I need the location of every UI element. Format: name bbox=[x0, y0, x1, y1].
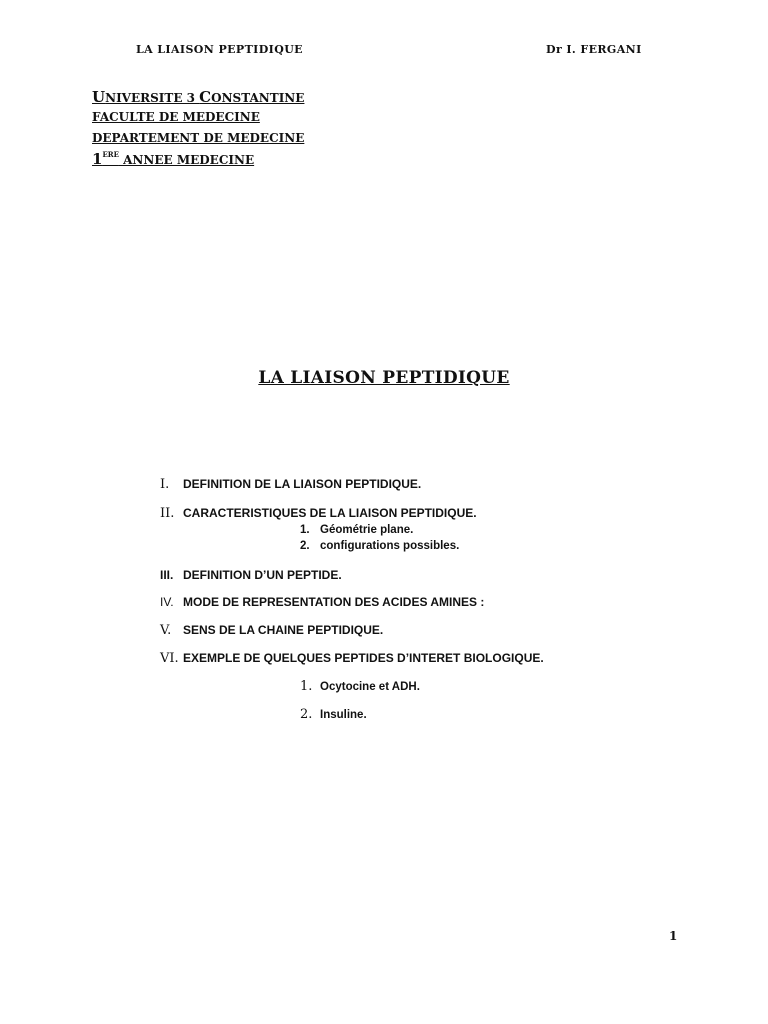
toc-subnumber: 1. bbox=[300, 524, 310, 536]
toc-text: CARACTERISTIQUES DE LA LIAISON PEPTIDIQUE. bbox=[183, 506, 477, 520]
toc-subitem bbox=[300, 524, 413, 536]
toc-item bbox=[160, 477, 421, 492]
toc-subtext: Géométrie plane. bbox=[320, 524, 414, 536]
toc-text: DEFINITION D’UN PEPTIDE. bbox=[183, 568, 342, 582]
toc-item bbox=[160, 651, 544, 666]
toc-number: II. bbox=[160, 506, 175, 521]
toc-subtext: configurations possibles. bbox=[320, 540, 460, 552]
toc-item bbox=[160, 595, 484, 609]
toc-number: I. bbox=[160, 477, 170, 492]
toc-number: V. bbox=[160, 623, 172, 638]
department-line: DEPARTEMENT DE MEDECINE bbox=[92, 131, 305, 145]
toc-number: III. bbox=[160, 568, 174, 582]
toc-text: SENS DE LA CHAINE PEPTIDIQUE. bbox=[183, 623, 384, 637]
toc-subitem bbox=[300, 707, 367, 722]
toc-item bbox=[160, 506, 477, 521]
page-number: 1 bbox=[669, 929, 678, 943]
toc-subtext: Ocytocine et ADH. bbox=[320, 681, 420, 693]
toc-subnumber: 1. bbox=[300, 679, 313, 694]
toc-subnumber: 2. bbox=[300, 707, 313, 722]
toc-text: MODE DE REPRESENTATION DES ACIDES AMINES : bbox=[183, 595, 485, 609]
running-header-author: Dr I. FERGANI bbox=[546, 43, 642, 56]
toc-text: DEFINITION DE LA LIAISON PEPTIDIQUE. bbox=[183, 477, 422, 491]
toc-subitem bbox=[300, 679, 420, 694]
document-title: LA LIAISON PEPTIDIQUE bbox=[258, 368, 510, 388]
toc-number: IV. bbox=[160, 595, 174, 609]
faculty-line: FACULTE DE MEDECINE bbox=[92, 110, 260, 124]
toc-subnumber: 2. bbox=[300, 540, 310, 552]
toc-number: VI. bbox=[160, 651, 179, 666]
year-line: 1ERE ANNEE MEDECINE bbox=[92, 150, 255, 168]
toc-subitem bbox=[300, 540, 459, 552]
running-header-title: LA LIAISON PEPTIDIQUE bbox=[136, 43, 303, 56]
university-line: UNIVERSITE 3 CONSTANTINE bbox=[92, 88, 305, 106]
toc-text: EXEMPLE DE QUELQUES PEPTIDES D’INTERET BIOLOGIQUE. bbox=[183, 651, 544, 665]
toc-item bbox=[160, 623, 383, 638]
toc-subtext: Insuline. bbox=[320, 709, 367, 721]
toc-item bbox=[160, 568, 342, 582]
